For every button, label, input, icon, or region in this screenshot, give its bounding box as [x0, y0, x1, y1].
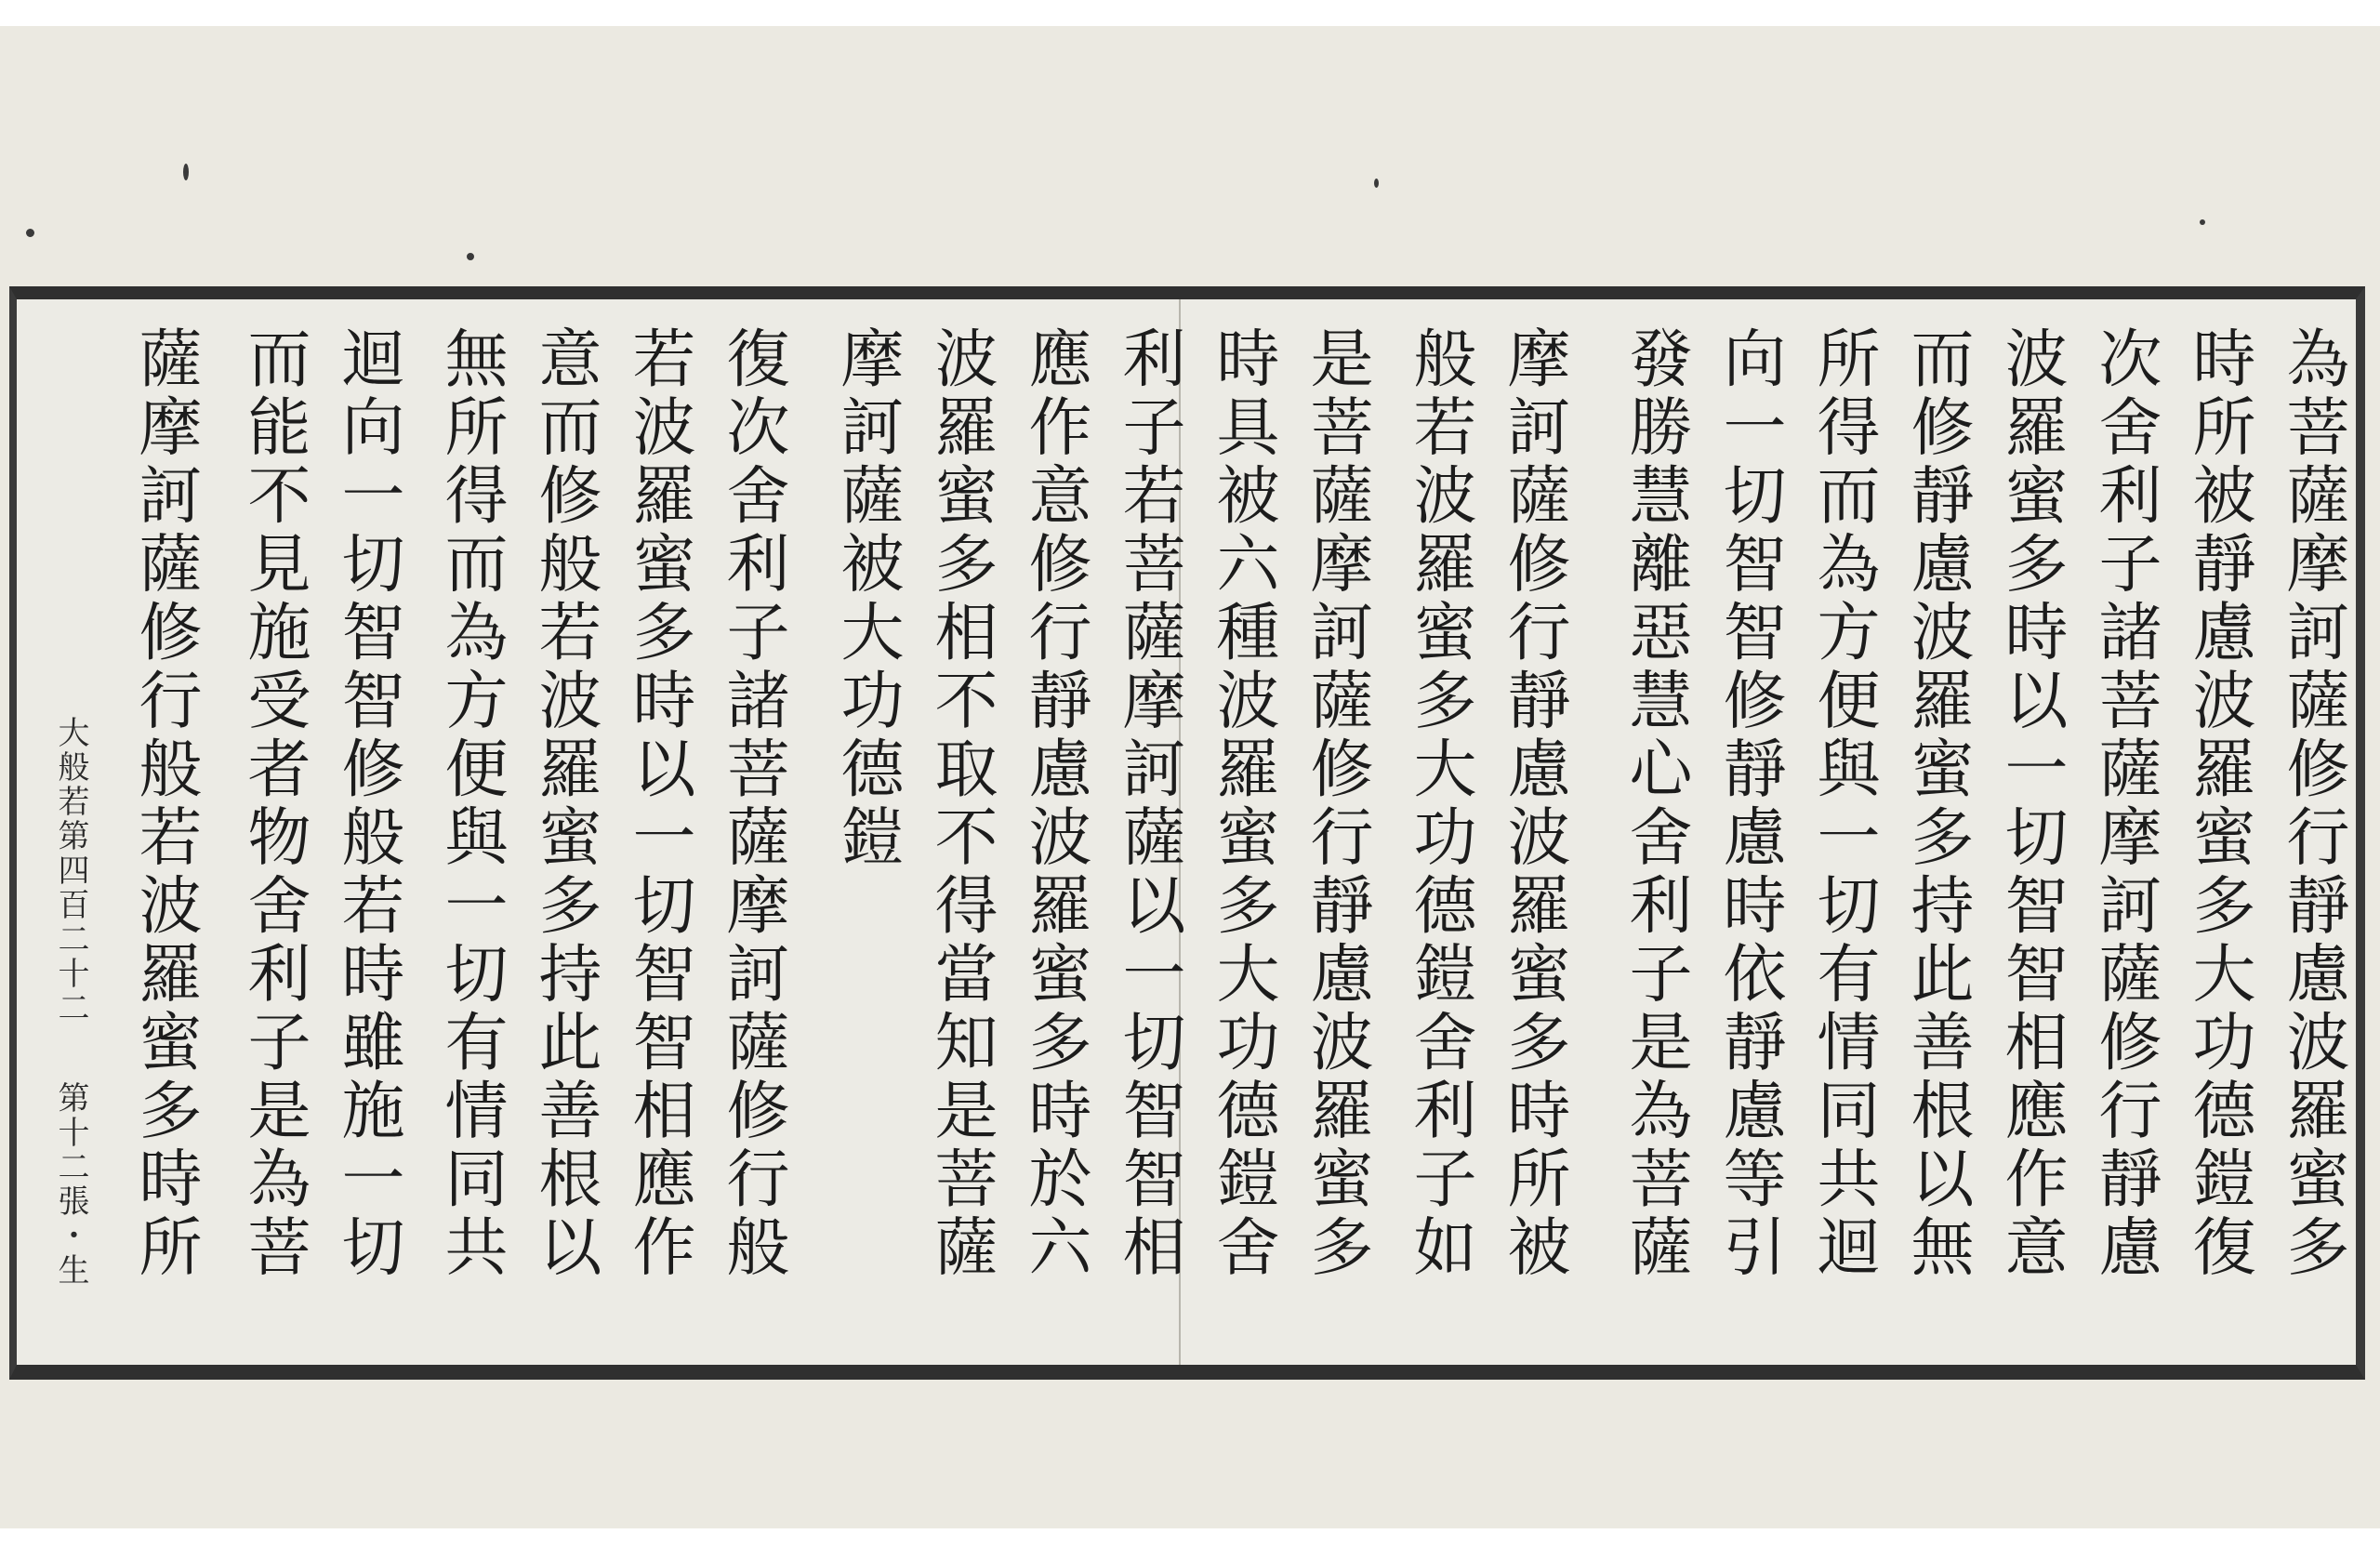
text-column: 應作意修行靜慮波羅蜜多時於六 [1018, 325, 1091, 1282]
margin-title: 大般若第四百二十二 [52, 716, 89, 1025]
text-column: 迴向一切智智修般若時雖施一切 [331, 325, 404, 1282]
text-column: 波羅蜜多時以一切智智相應作意 [1994, 325, 2068, 1282]
text-column: 是菩薩摩訶薩修行靜慮波羅蜜多 [1300, 325, 1373, 1282]
ink-speck [183, 164, 189, 180]
text-column: 而修靜慮波羅蜜多持此善根以無 [1900, 325, 1974, 1282]
text-column: 利子若菩薩摩訶薩以一切智智相 [1112, 325, 1185, 1282]
text-column: 而能不見施受者物舍利子是為菩 [237, 325, 311, 1282]
text-column: 為菩薩摩訶薩修行靜慮波羅蜜多 [2276, 325, 2349, 1282]
text-column: 波羅蜜多相不取不得當知是菩薩 [924, 325, 998, 1282]
ink-speck [26, 229, 34, 237]
text-column: 摩訶薩被大功德鎧 [830, 325, 904, 872]
ink-speck [467, 253, 474, 260]
ink-speck [2200, 219, 2205, 225]
text-column: 般若波羅蜜多大功德鎧舍利子如 [1403, 325, 1476, 1282]
text-column: 復次舍利子諸菩薩摩訶薩修行般 [716, 325, 789, 1282]
margin-folio: 第十二張・生 [52, 1081, 89, 1288]
text-column: 時具被六種波羅蜜多大功德鎧舍 [1206, 325, 1279, 1282]
text-column: 薩摩訶薩修行般若波羅蜜多時所 [128, 325, 202, 1282]
text-column: 摩訶薩修行靜慮波羅蜜多時所被 [1497, 325, 1570, 1282]
margin-note [52, 716, 89, 1348]
text-column: 若波羅蜜多時以一切智智相應作 [622, 325, 695, 1282]
ink-speck [1374, 178, 1379, 188]
text-column: 次舍利子諸菩薩摩訶薩修行靜慮 [2088, 325, 2162, 1282]
text-column: 向一切智智修靜慮時依靜慮等引 [1712, 325, 1786, 1282]
text-column: 時所被靜慮波羅蜜多大功德鎧復 [2182, 325, 2255, 1282]
text-column: 意而修般若波羅蜜多持此善根以 [528, 325, 602, 1282]
text-column: 無所得而為方便與一切有情同共 [434, 325, 508, 1282]
text-column: 發勝慧離惡慧心舍利子是為菩薩 [1619, 325, 1692, 1282]
text-column: 所得而為方便與一切有情同共迴 [1806, 325, 1880, 1282]
